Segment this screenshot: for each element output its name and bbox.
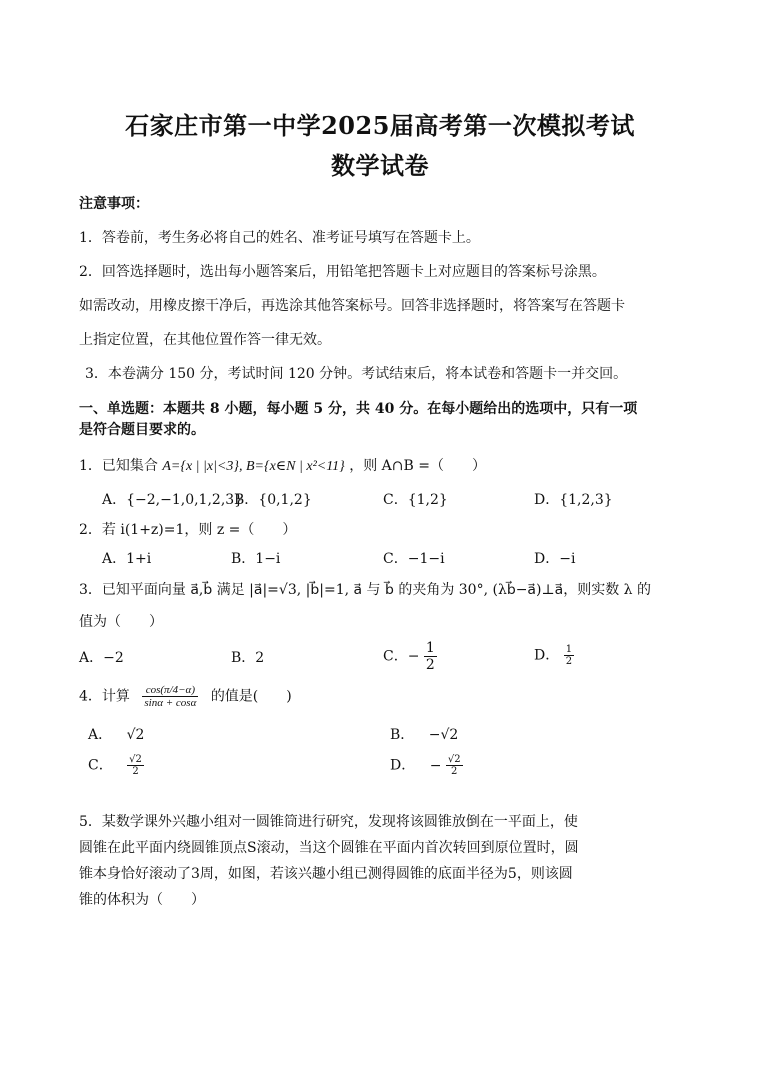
notice-item-2c: 上指定位置，在其他位置作答一律无效。: [79, 332, 331, 348]
question-5-line-1: 5．某数学课外兴趣小组对一圆锥筒进行研究，发现将该圆锥放倒在一平面上，使: [79, 814, 578, 830]
exam-title: 石家庄市第一中学2025届高考第一次模拟考试: [125, 111, 635, 140]
q4-a-label: A．: [88, 727, 113, 743]
q4-numerator: cos(π/4−α): [142, 684, 198, 697]
question-3-stem-line-1: 3．已知平面向量 a⃗,b⃗ 满足 |a⃗|=√3, |b⃗|=1, a⃗ 与 b⃗ 的夹角为 30°, (λb⃗−a⃗)⊥a⃗，则实数 λ 的: [79, 582, 651, 598]
question-4-stem: [79, 684, 292, 709]
question-5-line-2: 圆锥在此平面内绕圆锥顶点S滚动，当这个圆锥在平面内首次转回到原位置时，圆: [79, 840, 579, 856]
q3-d-numerator: 1: [565, 644, 573, 655]
q1-option-d: D．{1,2,3}: [534, 492, 613, 508]
q4-stem-prefix: 4．计算: [79, 688, 130, 705]
q3-option-c-fraction: [424, 640, 437, 673]
q1-option-a: A．{−2,−1,0,1,2,3}: [102, 492, 244, 508]
q3-c-numerator: 1: [425, 640, 435, 656]
notice-heading: 注意事项：: [79, 196, 149, 212]
question-5-line-4: 锥的体积为（ ）: [79, 892, 205, 908]
section-1-line-1: 一、单选题：本题共 8 小题，每小题 5 分，共 40 分。在每小题给出的选项中，只有一项: [79, 401, 638, 417]
q3-option-c: [383, 640, 437, 673]
q1-option-c: C．{1,2}: [383, 492, 448, 508]
q4-stem-suffix: 的值是( ): [210, 688, 292, 705]
q4-option-b: [390, 725, 458, 745]
q4-d-label: D．: [390, 757, 416, 774]
q3-option-a: A．−2: [79, 650, 124, 666]
q3-c-denominator: 2: [425, 657, 435, 673]
q2-option-c: C．−1−i: [383, 551, 445, 567]
q4-c-numerator: √2: [129, 754, 142, 765]
q4-option-a: [88, 725, 144, 745]
q4-d-denominator: 2: [451, 766, 458, 777]
exam-subtitle: 数学试卷: [331, 151, 429, 180]
q4-d-numerator: √2: [447, 754, 461, 765]
notice-item-3: 3．本卷满分 150 分，考试时间 120 分钟。考试结束后，将本试卷和答题卡一并交回。: [85, 366, 628, 382]
q4-a-value: √2: [126, 727, 145, 743]
q4-b-label: B．: [390, 727, 415, 743]
q4-fraction: [142, 684, 198, 709]
question-2-stem: 2．若 i(1+z)=1，则 z =（ ）: [79, 522, 297, 538]
q1-stem-prefix: 1．已知集合: [79, 458, 158, 474]
q3-option-d: [534, 644, 574, 667]
section-1-line-2: 是符合题目要求的。: [79, 422, 205, 438]
notice-item-1: 1．答卷前，考生务必将自己的姓名、准考证号填写在答题卡上。: [79, 230, 480, 246]
q2-option-d: D．−i: [534, 551, 576, 567]
question-1-stem: [79, 456, 486, 477]
q4-option-d: [390, 754, 463, 777]
q4-denominator: sinα + cosα: [144, 697, 197, 709]
q4-b-value: −√2: [428, 727, 459, 743]
q3-option-b: B．2: [231, 650, 265, 666]
q4-c-denominator: 2: [132, 766, 139, 777]
q1-stem-suffix: ，则 A∩B =（ ）: [349, 458, 486, 474]
q2-option-b: B．1−i: [231, 551, 281, 567]
notice-item-2a: 2．回答选择题时，选出每小题答案后，用铅笔把答题卡上对应题目的答案标号涂黑。: [79, 264, 606, 280]
question-3-stem-line-2: 值为（ ）: [79, 614, 163, 630]
q2-option-a: A．1+i: [102, 551, 152, 567]
q4-d-minus: −: [429, 757, 442, 774]
q4-c-label: C．: [88, 757, 113, 774]
q4-d-fraction: [446, 754, 463, 777]
q4-c-fraction: [127, 754, 144, 777]
q3-d-denominator: 2: [565, 656, 573, 667]
q3-option-c-label: C．−: [383, 648, 420, 665]
q1-option-b: B．{0,1,2}: [234, 492, 312, 508]
q4-option-c: [88, 754, 144, 777]
q1-set-expression: A={x | |x|<3}, B={x∈N | x²<11}: [162, 459, 345, 474]
q3-option-d-label: D．: [534, 647, 560, 664]
question-5-line-3: 锥本身恰好滚动了3周，如图，若该兴趣小组已测得圆锥的底面半径为5，则该圆: [79, 866, 573, 882]
q3-option-d-fraction: [564, 644, 574, 667]
notice-item-2b: 如需改动，用橡皮擦干净后，再选涂其他答案标号。回答非选择题时，将答案写在答题卡: [79, 298, 625, 314]
